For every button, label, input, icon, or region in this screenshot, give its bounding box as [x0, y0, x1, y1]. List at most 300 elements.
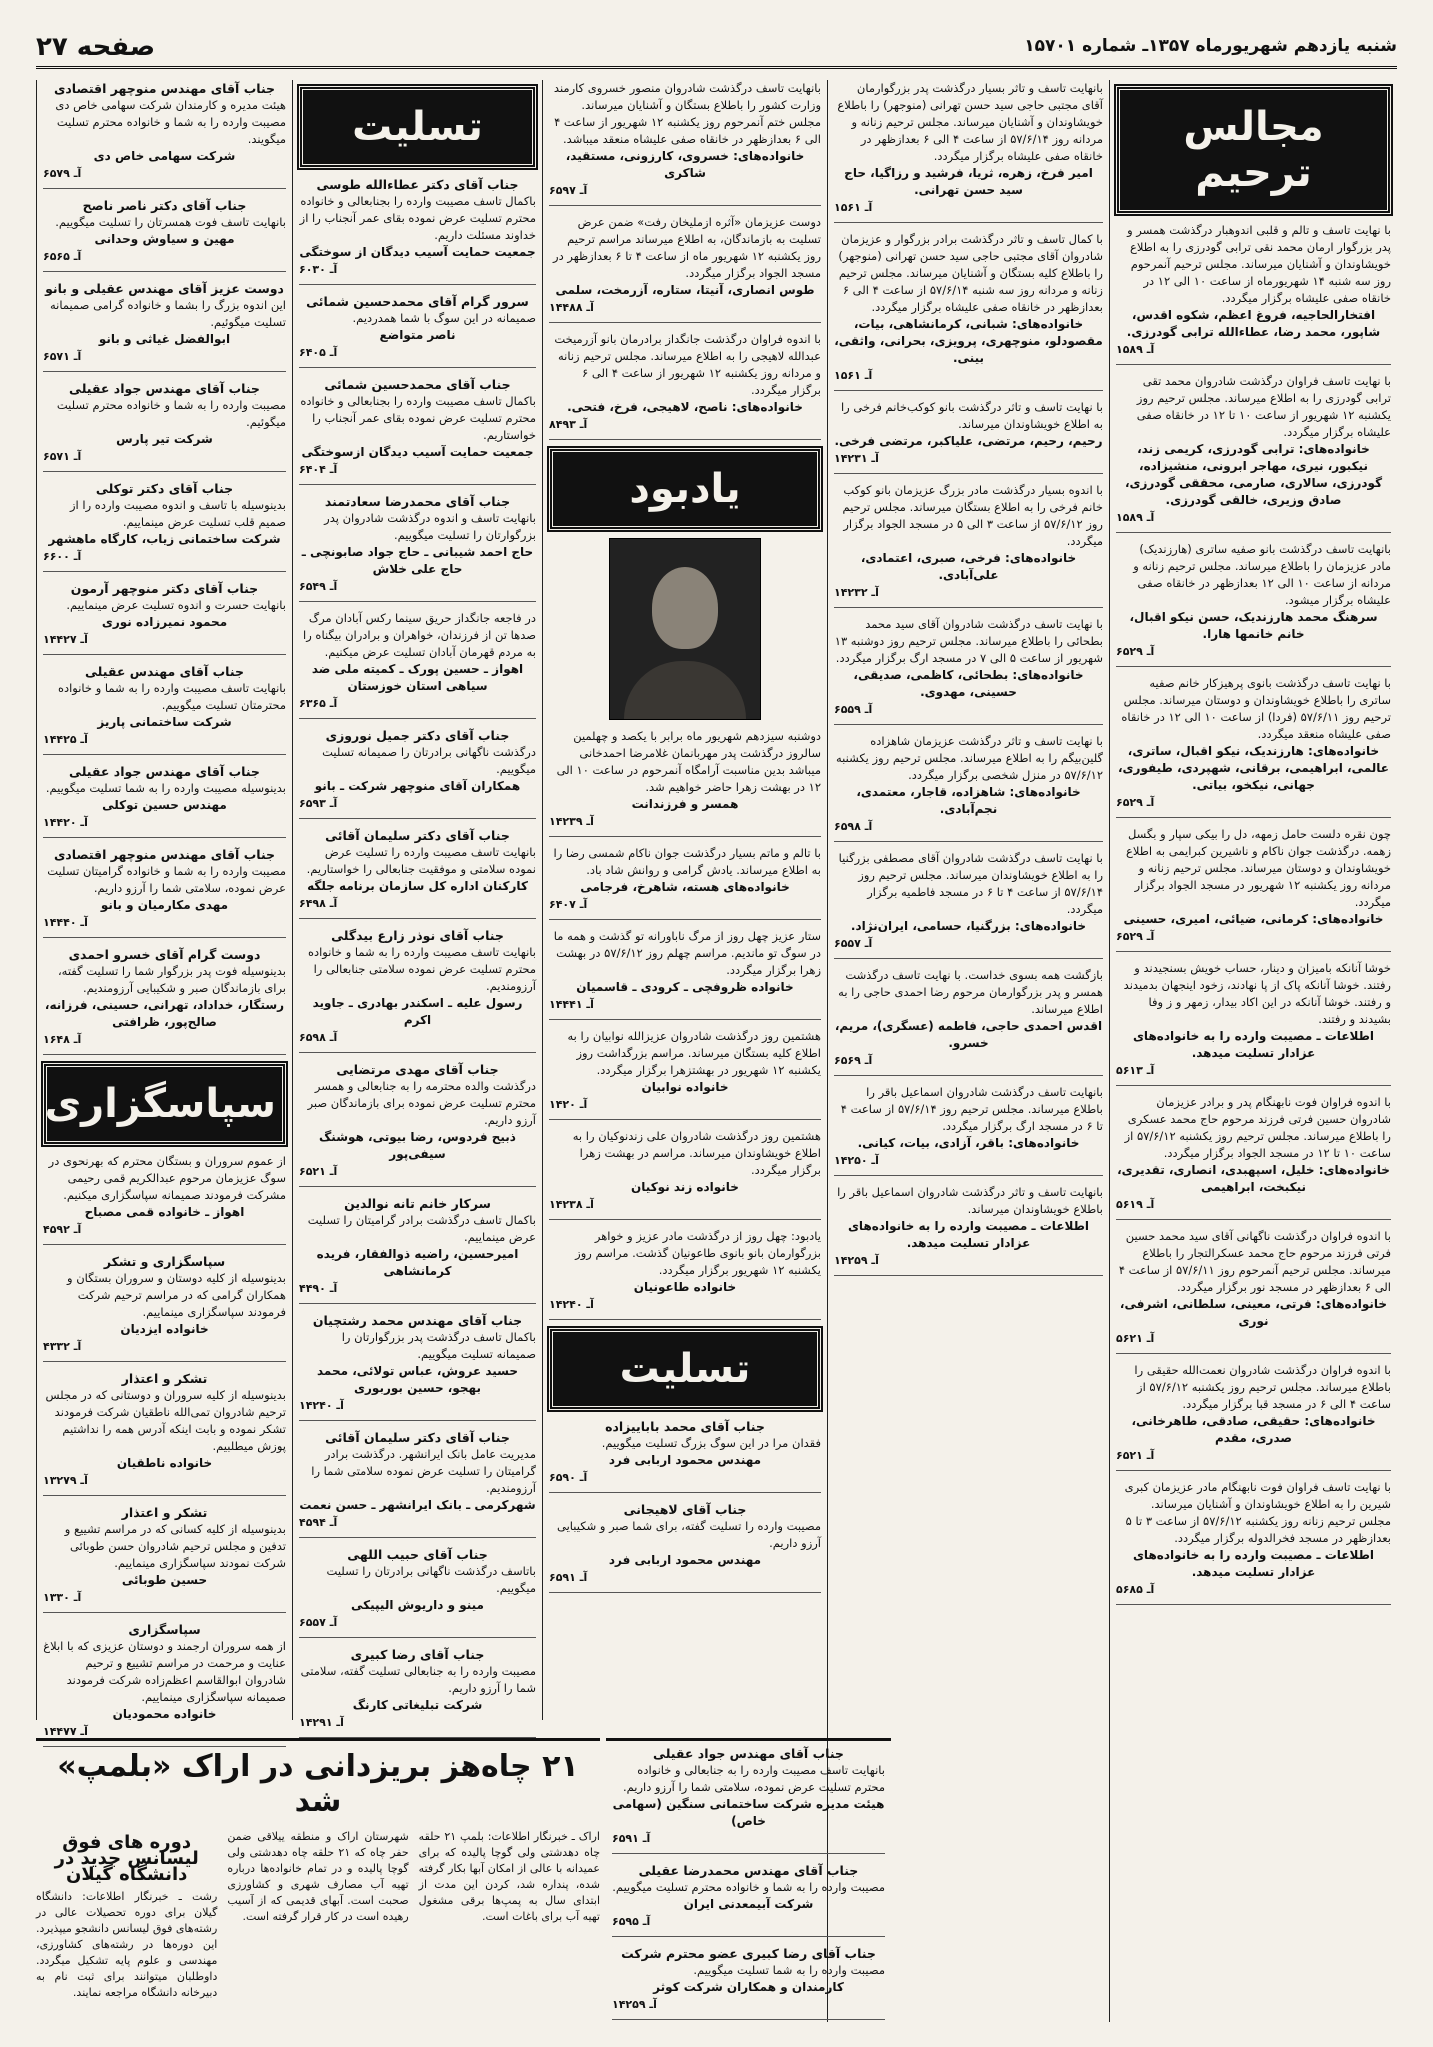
notice-signature: خانواده‌های: فرخی، صبری، اعتمادی، علی‌آبادی.	[860, 551, 1077, 582]
notice-title: سرکار خانم تانه نوالدین	[344, 1196, 491, 1211]
notice-body: مصیبت وارده را به شما و خانواده محترم تسلیت میگوئیم.	[56, 398, 286, 429]
notice-item	[549, 1418, 821, 1493]
notice-body: دوست عزیزمان «آثره ازملیخان رفت» ضمن عرض تسلیت به بازماندگان، به اطلاع میرساند مراسم ترحیم روز یکشنبه ۱۲ شهریور ماه از ساعت ۴ تا ۶ بعدازظهر در مسجد الجواد برگزار میگردد.	[553, 215, 821, 280]
notice-signature: خانواده‌های: هارزندیک، نیکو اقبال، ساتری، عالمی، ابراهیمی، برقانی، شهپردی، طیفوری، جهانی، نیکخو، بیاتی.	[1118, 744, 1389, 792]
notice-code: آـ ۶۵۲۹	[1116, 645, 1155, 658]
notice-code: آـ ۴۵۹۲	[43, 1223, 82, 1236]
notice-item	[299, 727, 536, 819]
notice-title: تشکر و اعتذار	[121, 1371, 208, 1386]
notice-body: بانهایت تاسف فوت همسرتان را تسلیت میگوییم.	[55, 215, 286, 229]
notice-title: جناب آقای مهندس جواد عقیلی	[69, 764, 260, 779]
notice-body: از عموم سروران و بستگان محترم که بهرنحوی در سوگ عزیزمان مرحوم عبدالکریم قمی رحیمی مشرکت فرمودند صمیمانه سپاسگزاری میکنیم.	[48, 1154, 286, 1202]
notice-signature: شرکت تیر پارس	[116, 432, 213, 446]
notice-item	[299, 176, 536, 285]
notice-item	[43, 80, 286, 189]
notice-code: آـ ۱۴۴۸۸	[549, 301, 594, 314]
notice-signature: مینو و داریوش الیپیکی	[351, 1598, 484, 1612]
notice-signature: اطلاعات ـ مصیبت وارده را به خانواده‌های عزادار تسلیت میدهد.	[847, 1219, 1090, 1250]
notice-title: جناب آقای مهندس جواد عقیلی	[653, 1746, 844, 1761]
notice-body: خوشا آنانکه بامیزان و دینار، حساب خویش بسنجیدند و رفتند. خوشا آنانکه پاک از پا نهادند، زخود اینجهان بدمیدند و رفتند. خوشا آنانکه در این اکاد بیدار، زمهر و ز وفا بشیدند و رفتند.	[1123, 961, 1391, 1026]
notice-body: این اندوه بزرگ را بشما و خانواده گرامی صمیمانه تسلیت میگوئیم.	[50, 298, 286, 329]
notice-item	[43, 1370, 286, 1496]
notice-title: دوست گرام آقای خسرو احمدی	[68, 947, 261, 962]
notice-code: آـ ۶۵۴۹	[299, 580, 338, 593]
notice-signature: مهندس محمود اربابی فرد	[608, 1453, 762, 1467]
notice-item	[612, 1745, 885, 1854]
notice-item	[43, 663, 286, 755]
notice-code: آـ ۶۰۳۰	[299, 263, 338, 276]
notice-signature: مهندس حسین توکلی	[102, 798, 227, 812]
notice-title: سپاسگزاری و تشکر	[103, 1254, 226, 1269]
notice-body: بانهایت تاسف مصیبت وارده را به شما و خانواده محترم تسلیت عرض نموده سلامتی جنابعالی را آرزومندیم.	[307, 945, 536, 993]
notice-title: جناب آقای دکتر توکلی	[95, 481, 234, 496]
notice-code: آـ ۱۴۲۵۰	[834, 1154, 879, 1167]
notice-title: سرور گرام آقای محمدحسین شمائی	[306, 294, 529, 309]
notice-item	[299, 1061, 536, 1187]
notice-body: فقدان مرا در این سوگ بزرگ تسلیت میگوییم.	[601, 1436, 821, 1450]
notice-signature: خانواده‌های: ترابی گودرزی، کریمی زند، نیکبور، نیری، مهاجر ابرونی، منشیزاده، گودرزی، سالاری، صارمی، محققی گودرزی، صادق وزیری، خالقی گودرزی.	[1124, 442, 1383, 507]
notice-code: آـ ۶۵۷۱	[43, 450, 82, 463]
portrait-photo	[609, 538, 761, 720]
notice-item	[549, 1501, 821, 1593]
notice-body: بدینوسیله مصیبت وارده را به شما تسلیت میگوییم.	[45, 781, 286, 795]
notice-code: آـ ۶۵۶۹	[834, 1054, 873, 1067]
notice-code: آـ ۱۵۸۹	[1116, 343, 1155, 356]
notice-signature: ناصر متواضع	[379, 328, 456, 342]
notice-signature: شرکت ساختمانی پاریز	[97, 715, 232, 729]
notice-code: آـ ۶۵۹۰	[549, 1471, 588, 1484]
notice-item	[834, 616, 1103, 725]
notice-item	[43, 763, 286, 838]
notice-signature: خانواده طاعونیان	[633, 1280, 737, 1294]
story-paragraph: شهرستان اراک و منطقه ییلاقی ضمن حفر چاه که ۲۱ حلقه چاه دهدشتی ولی گوچا پالیده و در تمام خانواده‌ها درباره تهیه آب مصارف شهری و کشاورزی صحبت است. آبهای قدیمی که از آسیب رهیده است در کار قرار گرفته است.	[227, 1830, 409, 1923]
notice-title: جناب آقای مهندس محمد رشتچیان	[312, 1313, 523, 1328]
notice-body: باکمال تاسف درگذشت پدر بزرگوارتان را صمیمانه تسلیت میگوییم.	[341, 1330, 536, 1361]
notice-item	[834, 399, 1103, 474]
notice-item	[43, 1153, 286, 1245]
notice-code: آـ ۱۵۶۱	[834, 201, 873, 214]
notice-code: آـ ۱۶۴۸	[43, 1033, 82, 1046]
notice-body: بدینوسیله از کلیه سروران و دوستانی که در مجلس ترحیم شادروان تمی‌الله ناطقیان شرکت فرمودند تشکر نموده و بابت اینکه آدرس همه را نداشتیم پوزش میطلبیم.	[45, 1388, 286, 1453]
notice-body: با نهایت تاسف و تاثر درگذشت عزیزمان شاهزاده گلین‌بیگم را به اطلاع میرساند. مجلس ترحیم روز یکشنبه ۵۷/۶/۱۲ در منزل شخصی برگزار میگردد.	[835, 734, 1103, 782]
notice-body: یادبود: چهل روز از درگذشت مادر عزیز و خواهر بزرگوارمان بانو بانوی طاعونیان گذشت. مراسم روز یکشنبه ۱۲ شهریور برگزار میگردد.	[575, 1229, 821, 1277]
notice-body: با اندوه فراوان درگذشت شادروان نعمت‌الله حقیقی را باطلاع میرساند. مجلس ترحیم روز یکشنبه ۵۷/۶/۱۲ از ساعت ۴ الی ۶ در مسجد قبا برگزار میگردد.	[1134, 1363, 1391, 1411]
notice-item	[299, 610, 536, 719]
notice-body: درگذشت ناگهانی برادرتان را صمیمانه تسلیت میگوییم.	[322, 745, 536, 776]
notice-title: جناب آقای دکتر جمیل نوروزی	[325, 728, 510, 743]
notice-signature: محمود نمیرزاده نوری	[101, 615, 228, 629]
notice-item	[834, 850, 1103, 959]
notice-signature: حسین طوبائی	[121, 1573, 208, 1587]
notice-code: آـ ۱۴۲۴۰	[299, 1399, 344, 1412]
notice-code: آـ ۱۴۲۳۸	[549, 1198, 594, 1211]
notice-signature: خانواده‌های: فرتی، معینی، سلطانی، اشرفی، نوری	[1119, 1297, 1388, 1328]
notice-signature: طوس انصاری، آنیتا، ستاره، آزرمخت، سلمی	[555, 283, 815, 297]
notice-body: بانهایت تاسف و تاثر بسیار درگذشت پدر بزرگوارمان آقای مجتبی حاجی سید حسن تهرانی (منوجهر) را باطلاع خویشاوندان و آشنایان میرساند. مجلس ترحیم زنانه و مردانه روز ۵۷/۶/۱۴ از ساعت ۴ الی ۶ بعدازظهر در خانقاه صفی علیشاه برگزار میگردد.	[837, 81, 1103, 163]
notice-item	[43, 580, 286, 655]
notice-signature: شرکت سهامی خاص دی	[93, 149, 236, 163]
notice-signature: رحیم، رحیم، مرتضی، علیاکبر، مرتضی فرخی.	[834, 434, 1103, 448]
notice-item	[549, 80, 821, 206]
section-banner-tasliat: تسلیت	[299, 86, 536, 168]
notice-signature: جمعیت حمایت آسیب دیدگان از سوختگی	[299, 245, 536, 259]
notice-signature: اطلاعات ـ مصیبت وارده را به خانواده‌های عزادار تسلیت میدهد.	[1132, 1029, 1375, 1060]
notice-body: چون نقره دلست حامل زمهه، دل را بیکی سپار و بگسل زهمه. درگذشت جوان ناکام و ناشیرین کبرایمی به اطلاع خویشاوندان و دوستان میرساند. مجلس ترحیم زنانه و مردانه روز یکشنبه ۱۲ شهریور در مسجد الجواد برگزار میگردد.	[1126, 827, 1391, 909]
notice-body: دوشنبه سیزدهم شهریور ماه برابر با یکصد و چهلمین سالروز درگذشت پدر مهربانمان غلامرضا احمدخانی میباشد بدین مناسبت آرامگاه آنمرحوم در ساعت ۱۰ الی ۱۲ در بهشت زهرا حاضر خواهیم شد.	[556, 729, 821, 794]
notice-code: آـ ۶۵۲۹	[1116, 930, 1155, 943]
notice-body: با اندوه فراوان درگذشت ناگهانی آقای سید محمد حسین فرتی فرزند مرحوم حاج محمد عسکرالتجار را باطلاع میرساند. مجلس ترحیم آنمرحوم روز ۵۷/۶/۱۱ از ساعت ۴ الی ۶ بعدازظهر در مسجد نور برگزار میگردد.	[1118, 1229, 1391, 1294]
notice-code: آـ ۵۶۸۵	[1116, 1583, 1155, 1596]
notice-body: هشتمین روز درگذشت شادروان علی زندنوکیان را به اطلاع خویشاوندان میرساند. مراسم در بهشت زهرا برگزار میگردد.	[572, 1129, 821, 1177]
notice-signature: مهندس محمود اربابی فرد	[608, 1553, 762, 1567]
notice-signature: حسید عروش، عباس تولائی، محمد بهجو، حسین بوربوری	[316, 1364, 519, 1395]
notice-item	[299, 1546, 536, 1638]
notice-code: آـ ۱۳۲۷۹	[43, 1474, 88, 1487]
notice-body: مصیبت وارده را تسلیت گفته، برای شما صبر و شکیبایی آرزو داریم.	[556, 1519, 821, 1550]
notice-item	[299, 927, 536, 1053]
notice-title: جناب آقای مهندس جواد عقیلی	[69, 381, 260, 396]
notice-body: با اندوه فراوان درگذشت جانگداز برادرمان بانو آزرمیخت عبدالله لاهیجی را به اطلاع میرساند. مجلس ترحیم زنانه و مردانه روز یکشنبه ۱۲ شهریور از ساعت ۴ الی ۶ برگزار میگردد.	[554, 332, 821, 397]
notice-body: درگذشت والده محترمه را به جنابعالی و همسر محترم تسلیت عرض نموده برای بازماندگان صبر آرزو داریم.	[307, 1079, 536, 1127]
column-5	[36, 80, 292, 1738]
notice-item	[1116, 826, 1391, 952]
notice-list	[1116, 222, 1391, 1605]
notice-signature: خانواده زند نوکیان	[631, 1180, 739, 1194]
notice-code: آـ ۶۵۷۹	[43, 167, 82, 180]
notice-body: بانهایت تاسف و تاثر درگذشت شادروان اسماعیل باقر را باطلاع خویشاوندان میرساند.	[837, 1185, 1103, 1216]
notice-signature: کارمندان و همکاران شرکت کوثر	[653, 1980, 844, 1994]
notice-item	[43, 380, 286, 472]
notice-signature: خانواده ناطقیان	[116, 1456, 213, 1470]
notice-body: با نهایت تاسف فراوان فوت نابهنگام مادر عزیزمان کبری شیرین را به اطلاع خویشاوندان و آشنایان میرساند. مجلس ترحیم زنانه روز یکشنبه ۵۷/۶/۱۲ از ساعت ۳ تا ۵ بعدازظهر در مسجد فخرالدوله برگزار میگردد.	[1124, 1480, 1391, 1545]
notice-body: با نهایت تاسف درگذشت شادروان آقای سید محمد بطحائی را باطلاع میرساند. مجلس ترحیم روز دوشنبه ۱۳ شهریور از ساعت ۵ الی ۷ در مسجد ارگ برگزار میگردد.	[834, 617, 1103, 665]
notice-title: سپاسگزاری	[128, 1622, 201, 1637]
notice-item	[549, 331, 821, 440]
section-banner-tasliat-2: تسلیت	[549, 1328, 821, 1410]
notice-item	[43, 197, 286, 272]
notice-item	[1116, 675, 1391, 818]
notice-body: بانهایت تاسف مصیبت وارده را تسلیت عرض نموده سلامتی و موفقیت جنابعالی را خواستاریم.	[306, 845, 536, 876]
notice-list	[549, 728, 821, 1320]
notice-title: جناب آقای نوذر زارع بیدگلی	[331, 928, 504, 943]
notice-body: بدینوسیله از کلیه کسانی که در مراسم تشییع و تدفین و مجلس ترحیم شادروان حسن طوبائی شرکت نمودند سپاسگزاری مینماییم.	[64, 1522, 286, 1570]
notice-title: جناب آقای محمدرضا سعادتمند	[324, 494, 511, 509]
notice-code: آـ ۱۴۴۲۰	[43, 816, 88, 829]
notice-item	[549, 1128, 821, 1220]
column-majales	[1109, 80, 1397, 2022]
notice-item	[612, 1945, 885, 2020]
notice-code: آـ ۶۵۹۸	[834, 820, 873, 833]
notice-signature: خانواده‌های هسته، شاهرخ، فرجامی	[580, 880, 790, 894]
notice-item	[299, 293, 536, 368]
notice-code: آـ ۶۵۵۹	[834, 703, 873, 716]
notice-item	[549, 845, 821, 920]
notice-body: هشتمین روز درگذشت شادروان عزیزالله نوابیان را به اطلاع کلیه بستگان میرساند. مراسم بزرگداشت روز یکشنبه ۱۲ شهریور در بهشتزهرا برگزار میگردد.	[567, 1029, 821, 1077]
notice-signature: کارکنان اداره کل سازمان برنامه جلگه	[307, 879, 528, 893]
notice-body: باکمال تاسف مصیبت وارده را بجنابعالی و خانواده محترم تسلیت عرض نموده بقای عمر آنجناب را خواستاریم.	[300, 394, 536, 442]
page-number: صفحه ۲۷	[36, 32, 156, 62]
notice-body: بانهایت حسرت و اندوه تسلیت عرض مینماییم.	[66, 598, 286, 612]
notice-code: آـ ۱۵۸۹	[1116, 511, 1155, 524]
notice-code: آـ ۱۴۲۳۱	[834, 452, 879, 465]
notice-body: باکمال تاسف مصیبت وارده را بجنابعالی و خانواده محترم تسلیت عرض نموده بقای عمر آنجناب را از خداوند مسئلت داریم.	[299, 194, 536, 242]
notice-body: بانهایت تاسف مصیبت وارده را به شما و خانواده محترمتان تسلیت میگوییم.	[57, 681, 286, 712]
notice-signature: ابوالفضل غیاثی و بانو	[98, 332, 231, 346]
notice-item	[549, 214, 821, 323]
notice-code: آـ ۶۵۹۱	[549, 1571, 588, 1584]
notice-code: آـ ۶۴۰۵	[299, 346, 338, 359]
notice-signature: خانواده‌های: کرمانی، ضیائی، امیری، حسینی	[1123, 912, 1384, 926]
notice-signature: امیر فرخ، زهره، ثریا، فرشید و رزاگیا، حاج سید حسن تهرانی.	[844, 166, 1093, 197]
notice-code: آـ ۶۵۹۵	[612, 1915, 651, 1928]
notice-code: آـ ۱۴۲۵۹	[834, 1254, 879, 1267]
notice-signature: خانواده‌های: ناصح، لاهیجی، فرخ، فتحی.	[567, 400, 803, 414]
notice-code: آـ ۶۵۲۱	[1116, 1449, 1155, 1462]
notice-item	[834, 1184, 1103, 1276]
notice-title: جناب آقای مهندس عقیلی	[85, 664, 244, 679]
notice-item	[1116, 1479, 1391, 1605]
notice-signature: اهواز ـ خانواده قمی مصباح	[84, 1205, 245, 1219]
notice-title: جناب آقای رضا کبیری عضو محترم شرکت	[621, 1946, 876, 1961]
notice-code: آـ ۶۴۹۸	[299, 897, 338, 910]
notice-item	[549, 1228, 821, 1320]
notice-body: باکمال تاسف درگذشت برادر گرامیتان را تسلیت عرض مینماییم.	[307, 1213, 536, 1244]
column-2	[827, 80, 1109, 2022]
notice-item	[1116, 1228, 1391, 1354]
notice-code: آـ ۶۵۹۷	[549, 184, 588, 197]
notice-code: آـ ۱۴۲۵۹	[612, 1998, 657, 2011]
notice-item	[1116, 222, 1391, 365]
notice-signature: خانواده‌های: شبانی، کرمانشاهی، بیات، مقصودلو، منوچهری، پرویزی، بحرانی، واثقی، بینی.	[834, 317, 1103, 365]
news-story	[36, 1738, 600, 2021]
notice-item	[43, 946, 286, 1055]
page-header	[36, 26, 1397, 69]
notice-code: آـ ۶۵۷۱	[43, 350, 82, 363]
notice-list	[299, 176, 536, 1738]
notice-item	[549, 928, 821, 1020]
notice-item	[549, 1028, 821, 1120]
notice-item	[1116, 1362, 1391, 1471]
notice-body: در فاجعه جانگداز حریق سینما رکس آبادان مرگ صدها تن از فرزندان، خواهران و برادران بیگناه را به مردم قهرمان آبادان تسلیت عرض میکنیم.	[303, 611, 536, 659]
notice-title: جناب آقای دکتر عطاءالله طوسی	[316, 177, 519, 192]
notice-code: آـ ۱۴۲۳۲	[834, 586, 879, 599]
notice-item	[834, 967, 1103, 1076]
notice-title: جناب آقای دکتر سلیمان آقائی	[325, 828, 510, 843]
notice-body: صمیمانه در این سوگ با شما همدردیم.	[352, 311, 536, 325]
notice-title: جناب آقای حبیب اللهی	[347, 1547, 488, 1562]
notice-body: هیئت مدیره و کارمندان شرکت سهامی خاص دی مصیبت وارده را به شما و خانواده محترم تسلیت میگویند.	[55, 98, 286, 146]
notice-item	[43, 1621, 286, 1747]
notice-code: آـ ۱۴۲۰	[549, 1098, 588, 1111]
notice-item	[299, 493, 536, 602]
notice-item	[43, 280, 286, 372]
notice-body: مصیبت وارده را به شما و خانواده گرامیتان تسلیت عرض نموده، سلامتی شما را آرزو داریم.	[47, 864, 286, 895]
notice-item	[43, 1253, 286, 1362]
notice-signature: خانواده نوابیان	[641, 1080, 729, 1094]
notice-code: آـ ۱۴۲۴۰	[549, 1298, 594, 1311]
column-3	[542, 80, 827, 1720]
notice-code: آـ ۶۵۹۸	[299, 1031, 338, 1044]
notice-signature: خانواده‌های: بطحائی، کاظمی، صدیقی، حسینی، مهدوی.	[853, 668, 1084, 699]
notice-signature: ذبیح فردوس، رضا بیوتی، هوشنگ سیفی‌پور	[319, 1130, 516, 1161]
notice-title: جناب آقای محمد باباییزاده	[605, 1419, 765, 1434]
notice-code: آـ ۱۵۶۱	[834, 369, 873, 382]
notice-code: آـ ۵۶۱۹	[1116, 1198, 1155, 1211]
notice-body: با نهایت تاسف درگذشت بانوی پرهیزکار خانم صفیه ساتری را باطلاع خویشاوندان و دوستان میرساند. مجلس ترحیم روز ۵۷/۶/۱۱ (فردا) از ساعت ۱۰ الی ۱۲ در خانقاه صفی علیشاه منعقد میگردد.	[1121, 676, 1391, 741]
notice-code: آـ ۶۶۰۰	[43, 550, 82, 563]
notice-signature: مهین و سیاوش وحدانی	[94, 232, 235, 246]
notice-signature: حاج احمد شیبانی ـ حاج جواد صابونچی ـ حاج علی خلاش	[301, 545, 534, 576]
story-paragraph: اراک ـ خبرنگار اطلاعات: بلمپ ۲۱ حلقه چاه دهدشتی ولی گوچا پالیده که برای عمیدانه با عالی از امکان آبها بکار گرفته شده، پنداره شد، کردن این مدت از ابتدای سال به پمپ‌ها برقی مشغول تهیه آب برای باغات است.	[418, 1830, 600, 1923]
notice-list	[549, 1418, 821, 1593]
notice-item	[299, 376, 536, 485]
notice-code: آـ ۴۴۹۰	[299, 1282, 338, 1295]
notice-signature: شرکت تبلیغاتی کارنگ	[352, 1698, 483, 1712]
story-headline: ۲۱ چاه‌هز بریزدانی در اراک «بلمپ» شد	[57, 1749, 579, 1819]
notice-code: آـ ۱۴۴۷۷	[43, 1725, 88, 1738]
notice-body: بانهایت تاسف درگذشت شادروان اسماعیل باقر را باطلاع میرساند. مجلس ترحیم روز ۵۷/۶/۱۴ از ساعت ۴ تا ۶ در مسجد ارگ برگزار میگردد.	[840, 1085, 1103, 1133]
notice-body: بازگشت همه بسوی خداست. با نهایت تاسف درگذشت همسر و پدر بزرگوارمان مرحوم رضا احمدی حاجی را به اطلاع میرساند.	[838, 968, 1103, 1016]
notice-body: از همه سروران ارجمند و دوستان عزیزی که با ابلاغ عنایت و مرحمت در مراسم تشییع و ترحیم شادروان ابوالقاسم اعظم‌زاده شرکت فرمودند صمیمانه سپاسگزاری مینماییم.	[43, 1639, 286, 1704]
notice-body: مصیبت وارده را به شما تسلیت میگوییم.	[693, 1963, 885, 1977]
notice-code: آـ ۸۴۹۳	[549, 418, 588, 431]
notice-signature: رستگار، خداداد، تهرانی، حسینی، فرزانه، صالح‌پور، ظرافتی	[44, 998, 285, 1029]
notice-code: آـ ۶۵۹۱	[612, 1832, 651, 1845]
notice-title: جناب آقای دکتر ناصر ناصح	[82, 198, 247, 213]
notice-title: جناب آقای لاهیجانی	[623, 1502, 747, 1517]
notice-title: جناب آقای محمدحسین شمائی	[324, 377, 511, 392]
notice-signature: امیرحسین، راضیه ذوالفقار، فریده کرمانشاهی	[316, 1247, 519, 1278]
story-columns	[36, 1829, 600, 2001]
notice-body: بدینوسیله از کلیه دوستان و سروران بستگان و همکاران گرامی که در مراسم ترحیم شرکت فرمودند سپاسگزاری مینماییم.	[67, 1271, 286, 1319]
notice-code: آـ ۱۴۴۴۰	[43, 916, 88, 929]
notice-body: بدینوسیله فوت پدر بزرگوار شما را تسلیت گفته، برای بازماندگان صبر و شکیبایی آرزومندیم.	[57, 964, 286, 995]
notice-code: آـ ۶۳۶۵	[299, 697, 338, 710]
notice-signature: سرهنگ محمد هارزندیک، حسن نیکو اقبال، خانم خانمها هارا.	[1129, 610, 1378, 641]
notice-signature: خانواده‌های: بزرگنیا، حسامی، ایران‌نژاد.	[850, 919, 1087, 933]
notice-signature: همکاران آقای منوچهر شرکت ـ بانو	[314, 779, 521, 793]
notice-signature: اهواز ـ حسین پورک ـ کمیته ملی ضد سیاهی استان خوزستان	[311, 662, 524, 693]
notice-body: ستار عزیز چهل روز از مرگ ناباورانه تو گذشت و همه ما در سوگ تو ماندیم. مراسم چهلم روز ۵۷/۶/۱۲ در بهشت زهرا برگزار میگردد.	[553, 929, 821, 977]
notice-body: با نهایت تاسف فراوان درگذشت شادروان محمد تقی ترابی گودرزی را به اطلاع میرساند. مجلس ترحیم روز یکشنبه ۱۲ شهریور از ساعت ۱۰ تا ۱۲ در خانقاه صفی علیشاه برگزار میگردد.	[1136, 374, 1391, 439]
notice-body: بانهایت تاسف و اندوه درگذشت شادروان پدر بزرگوارتان را تسلیت میگوییم.	[324, 511, 536, 542]
section-banner-majales: مجالس ترحیم	[1116, 86, 1391, 214]
notice-item	[43, 1504, 286, 1613]
notice-title: جناب آقای مهندس محمدرضا عقیلی	[638, 1863, 859, 1878]
notice-body: بانهایت تاسف درگذشت بانو صفیه ساتری (هارزندیک) مادر عزیزمان را باطلاع میرساند. مجلس ترحیم زنانه و مردانه از ساعت ۱۰ الی ۱۲ بعدازظهر در خانقاه صفی علیشاه برگزار میشود.	[1133, 542, 1391, 607]
notice-item	[612, 1862, 885, 1937]
notice-code: آـ ۱۴۴۲۵	[43, 733, 88, 746]
notice-item	[299, 1429, 536, 1538]
notice-body: با نهایت تاسف درگذشت شادروان آقای مصطفی بزرگنیا را به اطلاع خویشاوندان میرساند. مجلس ترحیم روز ۵۷/۶/۱۴ از ساعت ۴ تا ۶ در مسجد فاطمیه برگزار میگردد.	[838, 851, 1103, 916]
notice-title: دوست عزیز آقای مهندس عقیلی و بانو	[45, 281, 284, 296]
notice-item	[1116, 1094, 1391, 1220]
notice-code: آـ ۶۵۹۳	[299, 797, 338, 810]
notice-code: آـ ۶۵۵۷	[299, 1616, 338, 1629]
notice-title: جناب آقای دکتر سلیمان آقائی	[325, 1430, 510, 1445]
notice-signature: خانواده‌های: شاهزاده، قاجار، معتمدی، نجم‌آبادی.	[856, 785, 1081, 816]
notice-signature: خانواده ظروفچی ـ کرودی ـ قاسمیان	[576, 980, 794, 994]
section-banner-yadbood: یادبود	[549, 448, 821, 530]
notice-signature: خانواده‌های: حقیقی، صادقی، طاهرخانی، صدری، مقدم	[1131, 1414, 1376, 1445]
notice-item	[549, 728, 821, 837]
notice-item	[834, 80, 1103, 223]
notice-code: آـ ۱۴۴۲۷	[43, 633, 88, 646]
story-paragraph: رشت ـ خبرنگار اطلاعات: دانشگاه گیلان برای دوره تحصیلات عالی در رشته‌های فوق لیسانس دانشجو میپذیرد. این دوره‌ها در رشته‌های کشاورزی، مهندسی و علوم پایه تشکیل میگردد. داوطلبان میتوانند برای ثبت نام به دبیرخانه دانشگاه مراجعه نمایند.	[36, 1890, 218, 1999]
notice-code: آـ ۵۶۲۱	[1116, 1332, 1155, 1345]
notice-title: جناب آقای دکتر منوچهر آرمون	[70, 581, 259, 596]
section-banner-sepas: سپاسگزاری	[43, 1063, 286, 1145]
notice-title: جناب آقای مهدی مرتضایی	[336, 1062, 499, 1077]
notice-item	[299, 1312, 536, 1421]
notice-signature: خانواده‌های: خلیل، اسپهبدی، انصاری، تقدیری، نیکبخت، ابراهیمی	[1117, 1163, 1390, 1194]
notice-signature: شرکت آبیمعدنی ایران	[683, 1897, 814, 1911]
notice-title: جناب آقای مهندس منوچهر اقتصادی	[53, 847, 276, 862]
notice-signature: خانواده‌های: خسروی، کارزونی، مستقید، شاکری	[565, 149, 805, 180]
notice-body: بدینوسیله با تاسف و اندوه مصیبت وارده را از صمیم قلب تسلیت عرض مینماییم.	[70, 498, 286, 529]
notice-body: بانهایت تاسف درگذشت شادروان منصور خسروی کارمند وزارت کشور را باطلاع بستگان و آشنایان میرساند. مجلس ختم آنمرحوم روز یکشنبه ۱۲ شهریور از ساعت ۴ الی ۶ بعدازظهر در خانقاه صفی علیشاه منعقد میباشد.	[553, 81, 821, 146]
notice-item	[834, 1084, 1103, 1176]
notice-item	[1116, 373, 1391, 533]
notice-body: با نهایت تاسف و تاثر درگذشت بانو کوکب‌خانم فرخی را به اطلاع خویشاوندان میرساند.	[840, 400, 1103, 431]
notice-item	[1116, 960, 1391, 1086]
notice-code: آـ ۶۵۶۵	[43, 250, 82, 263]
notice-body: با اندوه بسیار درگذشت مادر بزرگ عزیزمان بانو کوکب خانم فرخی را به اطلاع بستگان میرساند. مجلس ترحیم روز ۵۷/۶/۱۲ از ساعت ۳ الی ۵ در مسجد الجواد برگزار میگردد.	[842, 483, 1103, 548]
story-subhead: دوره های فوق لیسانس جدید در دانشگاه گیلان	[54, 1832, 199, 1885]
notice-list-bottom	[606, 1738, 891, 2018]
notice-title: جناب آقای رضا کبیری	[350, 1647, 485, 1662]
notice-signature: خانواده محمودیان	[112, 1707, 217, 1721]
notice-code: آـ ۱۴۲۹۱	[299, 1716, 344, 1729]
notice-signature: اقدس احمدی حاجی، فاطمه (عسگری)، مریم، خسرو.	[834, 1019, 1103, 1050]
notice-item	[299, 1646, 536, 1738]
notice-body: با نهایت تاسف و تالم و قلبی اندوهبار درگذشت همسر و پدر بزرگوار ارمان محمد نقی ترابی گودرزی را به اطلاع خویشاوندان و آشنایان میرساند. مجلس ترحیم آنمرحوم روز سه شنبه ۱۴ شهریورماه از ساعت ۱۰ الی ۱۲ در خانقاه صفی علیشاه برگزار میگردد.	[1127, 223, 1391, 305]
notice-body: با کمال تاسف و تاثر درگذشت برادر بزرگوار و عزیزمان شادروان آقای مجتبی حاجی سید حسن تهرانی (منوجهر) را باطلاع کلیه بستگان و آشنایان میرساند. مجلس ترحیم زنانه و مردانه روز سه شنبه ۵۷/۶/۱۴ از ساعت ۴ الی ۶ بعدازظهر در خانقاه صفی علیشاه برگزار میگردد.	[838, 232, 1103, 314]
notice-item	[834, 482, 1103, 608]
notice-body: بانهایت تاسف مصیبت وارده را به جنابعالی و خانواده محترم تسلیت عرض نموده، سلامتی شما را آرزو داریم.	[622, 1763, 885, 1794]
notice-body: با تالم و ماتم بسیار درگذشت جوان ناکام شمسی رضا را به اطلاع میرساند. یادش گرامی و روانش شاد باد.	[553, 846, 821, 877]
notice-body: باتاسف درگذشت ناگهانی برادرتان را تسلیت میگوییم.	[326, 1564, 536, 1595]
notice-signature: شهرکرمی ـ بانک ایرانشهر ـ حسن نعمت	[299, 1498, 536, 1512]
notice-body: مصیبت وارده را به شما و خانواده محترم تسلیت میگوییم.	[612, 1880, 885, 1894]
notice-code: آـ ۶۴۰۴	[299, 463, 338, 476]
notice-item	[43, 480, 286, 572]
notice-body: با اندوه فراوان فوت نابهنگام پدر و برادر عزیزمان شادروان حسین فرتی فرزند مرحوم حاج محمد عسکری را باطلاع میرساند. مجلس ترحیم روز یکشنبه ۵۷/۶/۱۲ از ساعت ۱۰ تا ۱۲ در مسجد الجواد برگزار میگردد.	[1124, 1095, 1391, 1160]
notice-body: مدیریت عامل بانک ایرانشهر. درگذشت برادر گرامیتان را تسلیت عرض نموده سلامتی شما را آرزومندیم.	[311, 1447, 536, 1495]
notice-body: مصیبت وارده را به جنابعالی تسلیت گفته، سلامتی شما را آرزو داریم.	[300, 1664, 536, 1695]
notice-code: آـ ۱۳۳۰	[43, 1591, 82, 1604]
notice-item	[299, 1195, 536, 1304]
notice-signature: مهدی مکارمیان و بانو	[100, 898, 229, 912]
notice-title: تشکر و اعتذار	[121, 1505, 208, 1520]
notice-item	[1116, 541, 1391, 667]
notice-code: آـ ۴۳۳۲	[43, 1340, 82, 1353]
notice-code: آـ ۴۵۹۴	[299, 1516, 338, 1529]
notice-code: آـ ۶۴۰۷	[549, 898, 588, 911]
notice-list	[43, 1153, 286, 1747]
notice-code: آـ ۵۶۱۳	[1116, 1064, 1155, 1077]
notice-code: آـ ۱۴۴۴۱	[549, 998, 594, 1011]
notice-signature: همسر و فرزندانت	[631, 797, 739, 811]
notice-code: آـ ۱۴۲۳۹	[549, 815, 594, 828]
notice-signature: شرکت ساختمانی زیاب، کارگاه ماهشهر	[48, 532, 281, 546]
notice-code: آـ ۶۵۲۹	[1116, 796, 1155, 809]
notice-item	[299, 827, 536, 919]
notice-list	[43, 80, 286, 1055]
notice-signature: خانواده ایزدیان	[120, 1322, 209, 1336]
notice-signature: رسول علیه ـ اسکندر بهادری ـ جاوید اکرم	[312, 996, 523, 1027]
notice-code: آـ ۶۵۵۷	[834, 937, 873, 950]
